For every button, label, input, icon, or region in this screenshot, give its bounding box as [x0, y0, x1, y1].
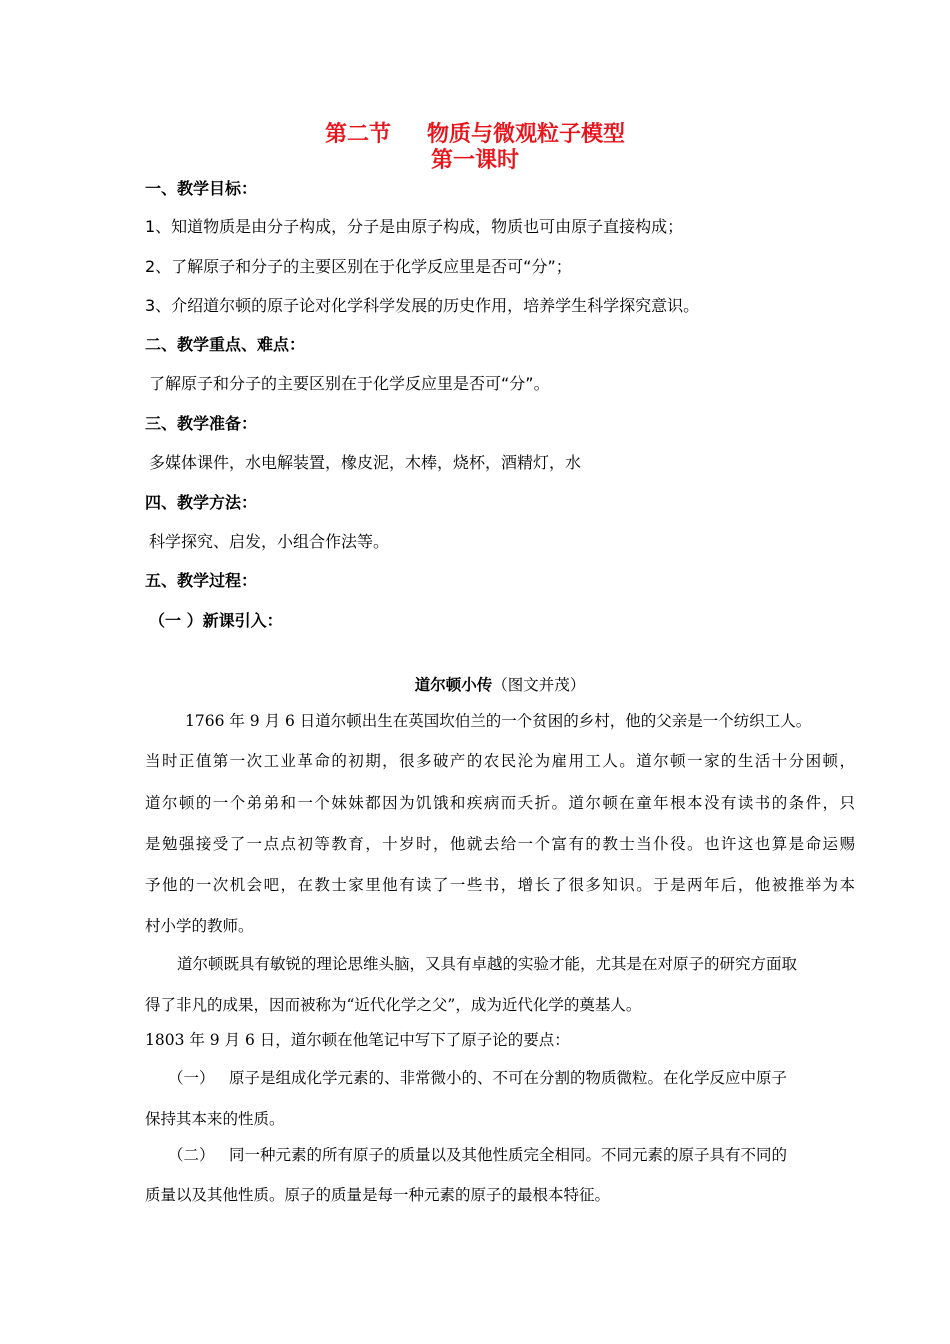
biography-line: 是勉强接受了一点点初等教育，十岁时，他就去给一个富有的教士当仆役。也许这也算是命运赐 — [145, 835, 855, 853]
goal-item: 3、介绍道尔顿的原子论对化学科学发展的历史作用，培养学生科学探究意识。 — [145, 296, 700, 315]
methods-text: 科学探究、启发，小组合作法等。 — [149, 532, 390, 551]
biography-line: 道尔顿既具有敏锐的理论思维头脑，又具有卓越的实验才能，尤其是在对原子的研究方面取 — [177, 955, 798, 973]
point-label: （一） — [168, 1069, 215, 1087]
biography-line: 村小学的教师。 — [145, 917, 254, 935]
section-number: 第二节 — [324, 122, 391, 147]
lesson-title: 第一课时 — [430, 148, 519, 173]
point-label: （二） — [168, 1146, 215, 1164]
point-text: 同一种元素的所有原子的质量以及其他性质完全相同。不同元素的原子具有不同的 — [229, 1146, 788, 1164]
heading-goals: 一、教学目标： — [145, 179, 258, 198]
heading-key-points: 二、教学重点、难点： — [145, 335, 306, 354]
biography-title — [145, 674, 855, 696]
point-text: 保持其本来的性质。 — [145, 1110, 285, 1128]
biography-line: 1803 年 9 月 6 日，道尔顿在他笔记中写下了原子论的要点： — [145, 1031, 570, 1049]
biography-line: 当时正值第一次工业革命的初期，很多破产的农民沦为雇用工人。道尔顿一家的生活十分困顿， — [145, 752, 855, 770]
biography-line: 道尔顿的一个弟弟和一个妹妹都因为饥饿和疾病而夭折。道尔顿在童年根本没有读书的条件，只 — [145, 794, 855, 812]
heading-intro: （一 ）新课引入： — [149, 611, 283, 630]
heading-preparation: 三、教学准备： — [145, 414, 258, 433]
biography-title-text: 道尔顿小传 — [414, 675, 493, 694]
heading-methods: 四、教学方法： — [145, 493, 258, 512]
key-points-text: 了解原子和分子的主要区别在于化学反应里是否可“分”。 — [149, 374, 550, 393]
biography-line: 1766 年 9 月 6 日道尔顿出生在英国坎伯兰的一个贫困的乡村，他的父亲是一个纺织工人。 — [185, 712, 812, 730]
section-title — [0, 122, 950, 148]
goal-item: 2、了解原子和分子的主要区别在于化学反应里是否可“分”； — [145, 257, 572, 276]
biography-line: 得了非凡的成果，因而被称为“近代化学之父”，成为近代化学的奠基人。 — [145, 996, 642, 1014]
biography-subtitle: （图文并茂） — [492, 676, 586, 694]
section-topic: 物质与微观粒子模型 — [427, 122, 626, 147]
preparation-text: 多媒体课件，水电解装置，橡皮泥，木棒，烧杯，酒精灯，水 — [149, 453, 582, 472]
goal-item: 1、知道物质是由分子构成，分子是由原子构成，物质也可由原子直接构成； — [145, 217, 684, 236]
heading-process: 五、教学过程： — [145, 571, 258, 590]
point-text: 原子是组成化学元素的、非常微小的、不可在分割的物质微粒。在化学反应中原子 — [229, 1069, 788, 1087]
biography-line: 予他的一次机会吧，在教士家里他有读了一些书，增长了很多知识。于是两年后，他被推举为本 — [145, 876, 855, 894]
point-text: 质量以及其他性质。原子的质量是每一种元素的原子的最根本特征。 — [145, 1186, 611, 1204]
